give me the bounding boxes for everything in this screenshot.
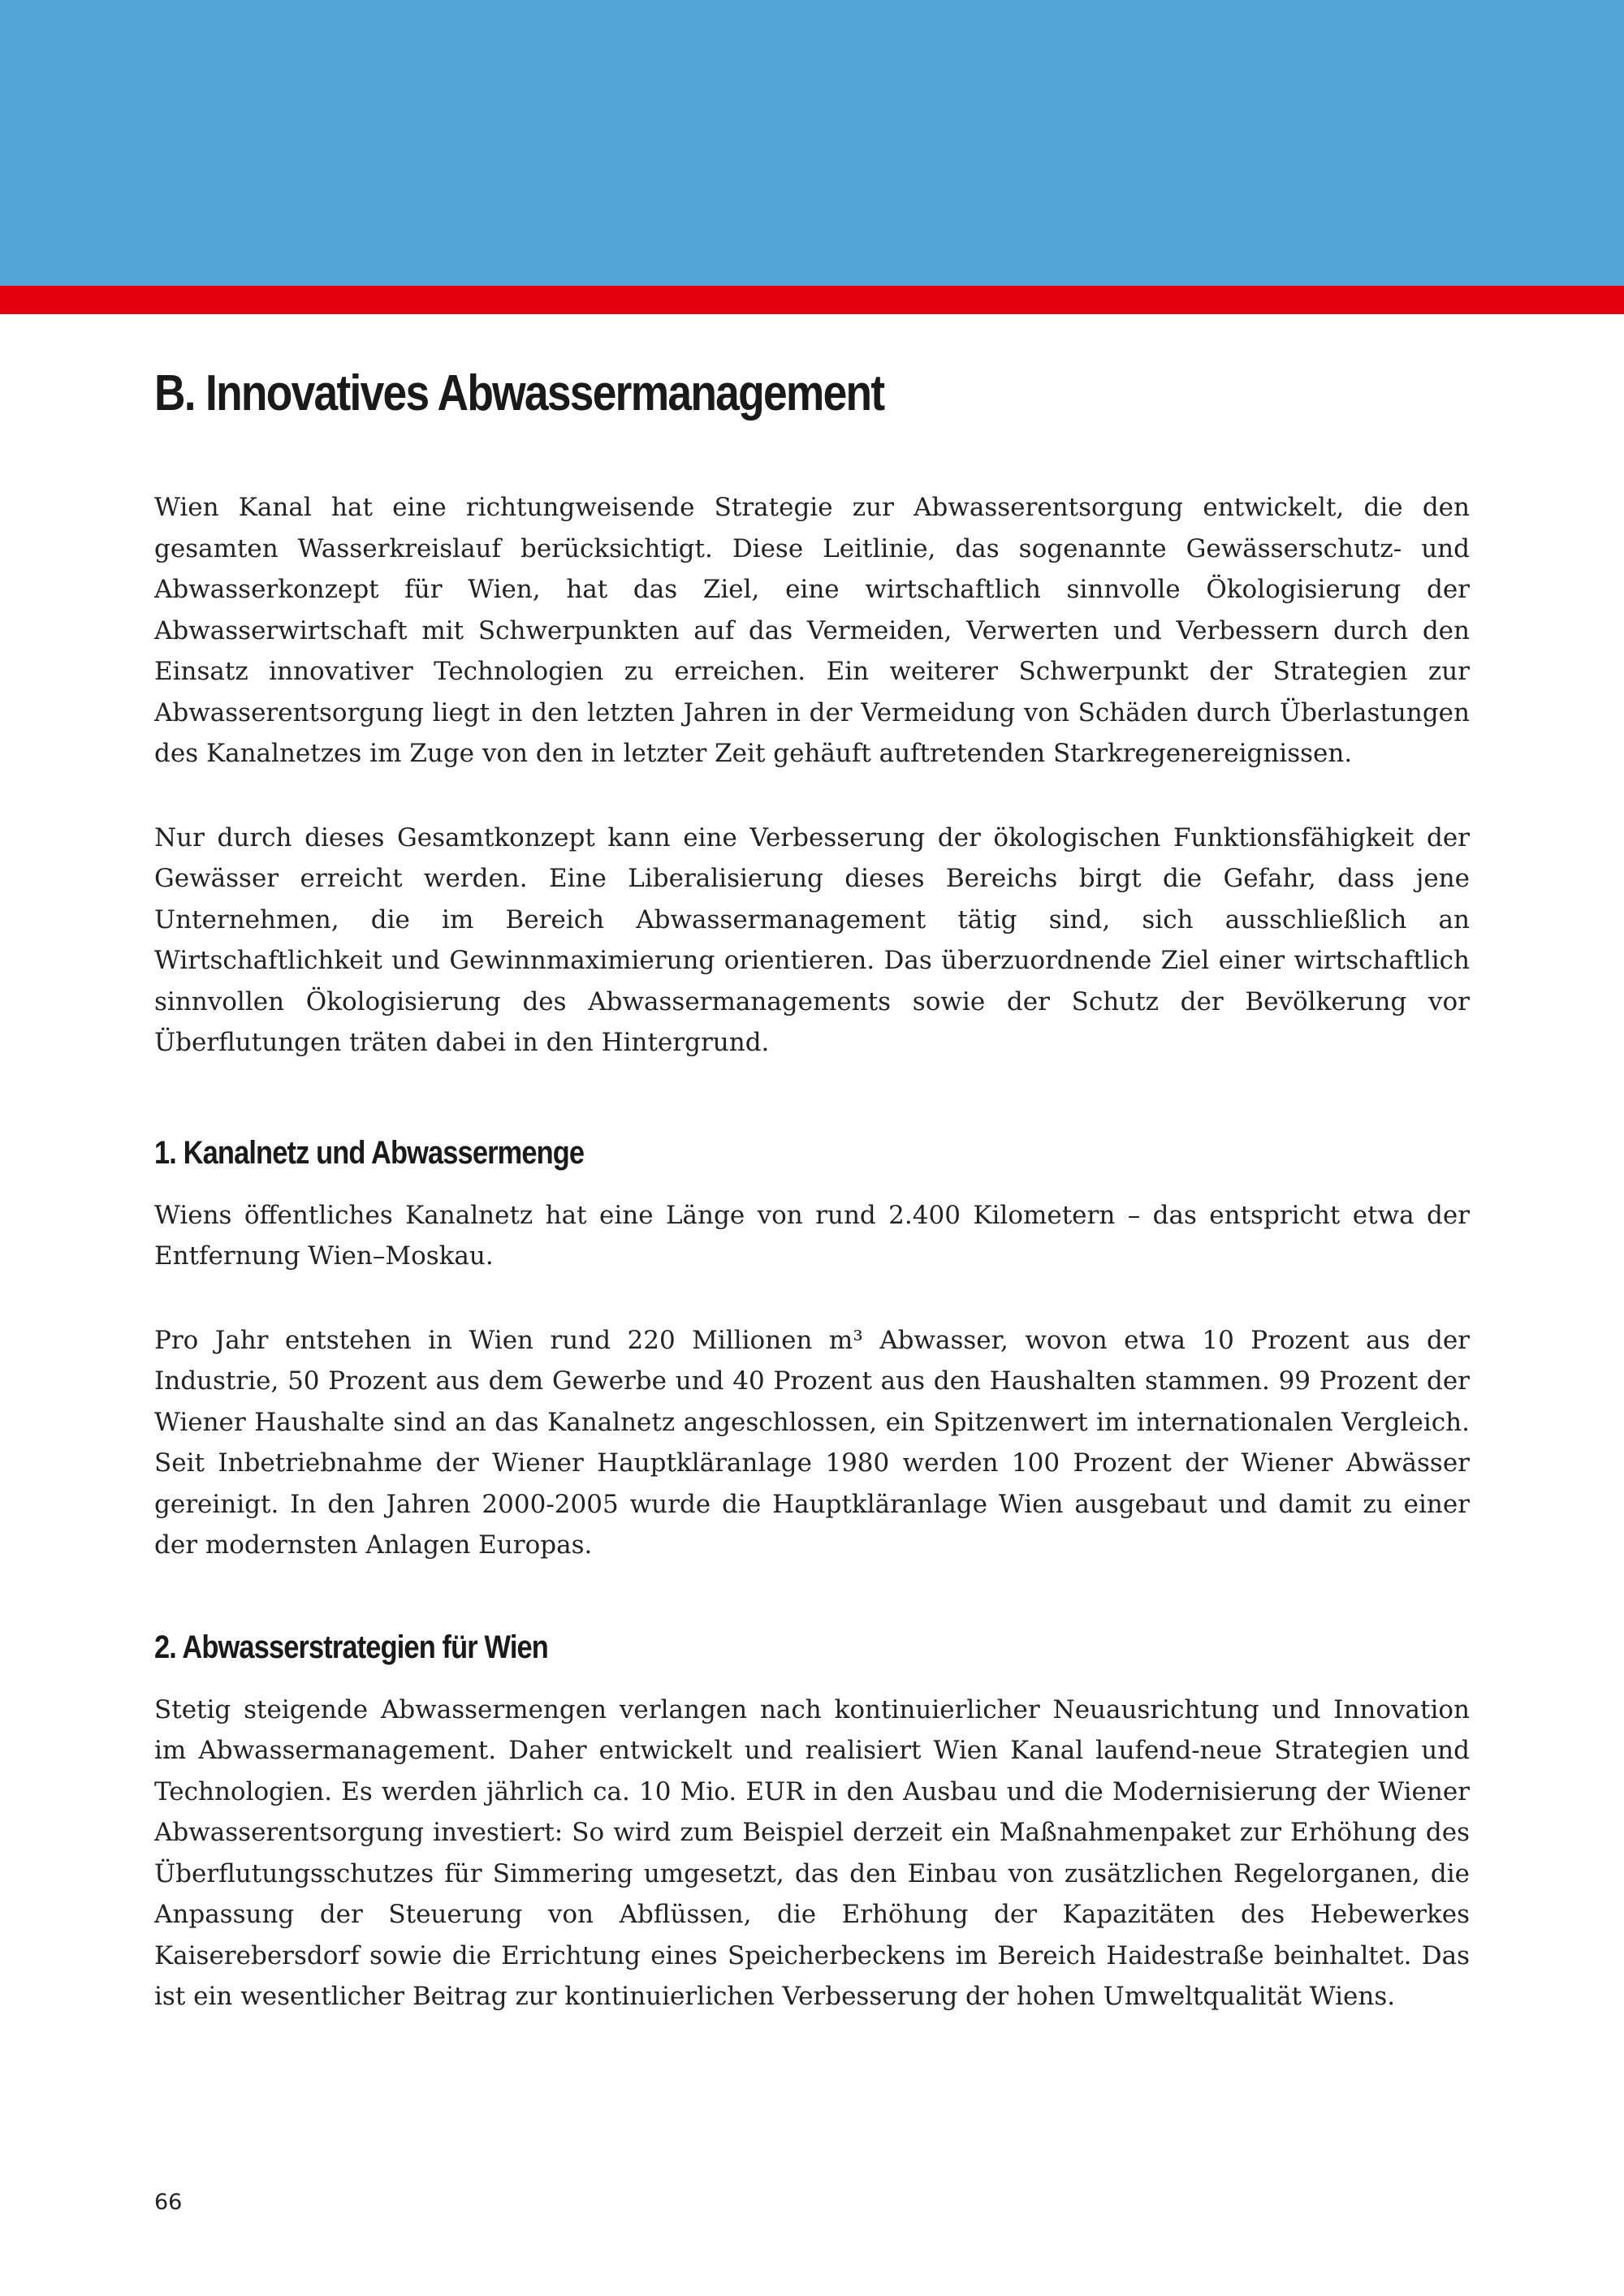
page-content [154,357,1470,2018]
section-heading-abwasserstrategien: 2. Abwasserstrategien für Wien [154,1629,548,1665]
header-red-bar [0,286,1624,314]
page-title: B. Innovatives Abwassermanagement [154,365,884,421]
section-1-paragraph-2: Pro Jahr entstehen in Wien rund 220 Millionen m³ Abwasser, wovon etwa 10 Prozent aus der Industrie, 50 Prozent aus dem Gewerbe und 40 Prozent aus den Haushalten stammen. 99 Prozent der Wiener Haushalte sind an das Kanalnetz angeschlossen, ein Spitzenwert im internationalen Vergleich. Seit Inbetriebnahme der Wiener Hauptkläranlage 1980 werden 100 Prozent der Wiener Abwässer gereinigt. In den Jahren 2000-2005 wurde die Hauptkläranlage Wien ausgebaut und damit zu einer der modernsten Anlagen Europas. [154,1325,1470,1560]
header-blue-band [0,0,1624,286]
section-heading-kanalnetz: 1. Kanalnetz und Abwassermenge [154,1134,585,1171]
intro-paragraph-1: Wien Kanal hat eine richtungweisende Strategie zur Abwasserentsorgung entwickelt, die den gesamten Wasserkreislauf berücksichtigt. Diese Leitlinie, das sogenannte Gewässerschutz- und Abwasserkonzept für Wien, hat das Ziel, eine wirtschaftlich sinnvolle Ökologisierung der Abwasserwirtschaft mit Schwerpunkten auf das Vermeiden, Verwerten und Verbessern durch den Einsatz innovativer Technologien zu erreichen. Ein weiterer Schwerpunkt der Strategien zur Abwasserentsorgung liegt in den letzten Jahren in der Vermeidung von Schäden durch Überlastungen des Kanalnetzes im Zuge von den in letzter Zeit gehäuft auftretenden Starkregenereignissen. [154,493,1470,768]
page-number: 66 [154,2190,183,2215]
section-2-paragraph-1: Stetig steigende Abwassermengen verlangen nach kontinuierlicher Neuausrichtung und Innovation im Abwassermanagement. Daher entwickelt und realisiert Wien Kanal laufend-neue Strategien und Technologien. Es werden jährlich ca. 10 Mio. EUR in den Ausbau und die Modernisierung der Wiener Abwasserentsorgung investiert: So wird zum Beispiel derzeit ein Maßnahmenpaket zur Erhöhung des Überflutungsschutzes für Simmering umgesetzt, das den Einbau von zusätzlichen Regelorganen, die Anpassung der Steuerung von Abflüssen, die Erhöhung der Kapazitäten des Hebewerkes Kaiserebersdorf sowie die Errichtung eines Speicherbeckens im Bereich Haidestraße beinhaltet. Das ist ein wesentlicher Beitrag zur kontinuierlichen Verbesserung der hohen Umweltqualität Wiens. [154,1694,1470,2011]
section-1-paragraph-1: Wiens öffentliches Kanalnetz hat eine Länge von rund 2.400 Kilometern – das entspricht etwa der Entfernung Wien–Moskau. [154,1200,1470,1271]
intro-paragraph-2: Nur durch dieses Gesamtkonzept kann eine Verbesserung der ökologischen Funktionsfähigkeit der Gewässer erreicht werden. Eine Liberalisierung dieses Bereichs birgt die Gefahr, dass jene Unternehmen, die im Bereich Abwassermanagement tätig sind, sich ausschließlich an Wirtschaftlichkeit und Gewinnmaximierung orientieren. Das überzuordnende Ziel einer wirtschaftlich sinnvollen Ökologisierung des Abwassermanagements sowie der Schutz der Bevölkerung vor Überflutungen träten dabei in den Hintergrund. [154,822,1470,1057]
